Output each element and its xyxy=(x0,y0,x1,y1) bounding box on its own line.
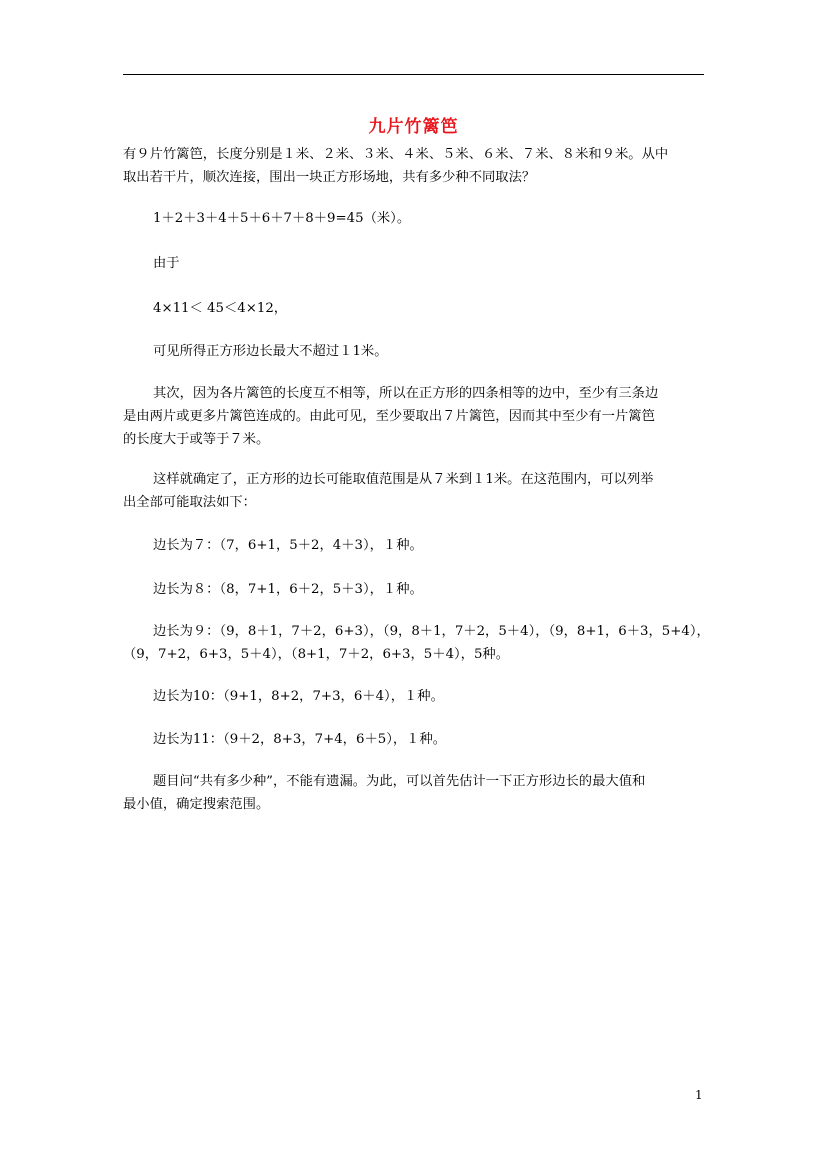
paragraph-side-11 xyxy=(123,728,705,751)
paragraph-range xyxy=(123,468,705,514)
text-line: 边长为７：（7，6+1，5＋2，4＋3），１种。 xyxy=(153,538,423,553)
paragraph-sum xyxy=(123,207,705,230)
text-line: 这样就确定了，正方形的边长可能取值范围是从７米到１1米。在这范围内，可以列举 xyxy=(153,472,654,487)
paragraph-side-10 xyxy=(123,685,705,708)
text-line: 边长为９：（9，8＋1，7＋2，6+3），（9，8＋1，7＋2，5＋4），（9，8+1，6＋3，5+4）， xyxy=(153,624,710,639)
page-number: 1 xyxy=(695,1088,703,1102)
text-line: 可见所得正方形边长最大不超过１1米。 xyxy=(153,344,388,359)
paragraph-min-side xyxy=(123,382,705,451)
text-line: 有９片竹篱笆，长度分别是１米、２米、３米、４米、５米、６米、７米、８米和９米。从中 xyxy=(123,147,669,162)
text-line: 出全部可能取法如下： xyxy=(123,495,256,510)
paragraph-inequality xyxy=(123,297,705,320)
text-line: 边长为10：（9+1，8+2，7+3，6＋4），１种。 xyxy=(153,689,444,704)
document-title: 九片竹篱笆 xyxy=(368,117,459,137)
paragraph-problem xyxy=(123,143,705,189)
text-line: 的长度大于或等于７米。 xyxy=(123,432,270,447)
text-line: 是由两片或更多片篱笆连成的。由此可见，至少要取出７片篱笆，因而其中至少有一片篱笆 xyxy=(123,409,655,424)
text-line: 边长为11：（9＋2，8+3，7+4，6＋5），１种。 xyxy=(153,732,447,747)
text-line: 其次，因为各片篱笆的长度互不相等，所以在正方形的四条相等的边中，至少有三条边 xyxy=(153,386,659,401)
text-line: 4×11＜ 45＜4×12， xyxy=(153,301,288,316)
text-line: 由于 xyxy=(153,256,180,271)
text-line: 1＋2＋3＋4＋5＋6＋7＋8＋9=45（米）。 xyxy=(153,211,411,226)
header-rule xyxy=(123,74,704,75)
text-line: 题目问“共有多少种”，不能有遗漏。为此，可以首先估计一下正方形边长的最大值和 xyxy=(153,774,646,789)
paragraph-because xyxy=(123,252,705,275)
text-line: 最小值，确定搜索范围。 xyxy=(123,797,270,812)
text-line: 边长为８：（8，7+1，6＋2，5＋3），１种。 xyxy=(153,582,423,597)
paragraph-max-side xyxy=(123,340,705,363)
text-line: 取出若干片，顺次连接，围出一块正方形场地，共有多少种不同取法？ xyxy=(123,170,536,185)
paragraph-comment xyxy=(123,770,705,816)
paragraph-side-8 xyxy=(123,578,705,601)
paragraph-side-9 xyxy=(123,620,710,666)
text-line: （9，7+2，6+3，5＋4），（8+1，7＋2，6+3，5＋4），5种。 xyxy=(123,647,510,662)
paragraph-side-7 xyxy=(123,534,705,557)
